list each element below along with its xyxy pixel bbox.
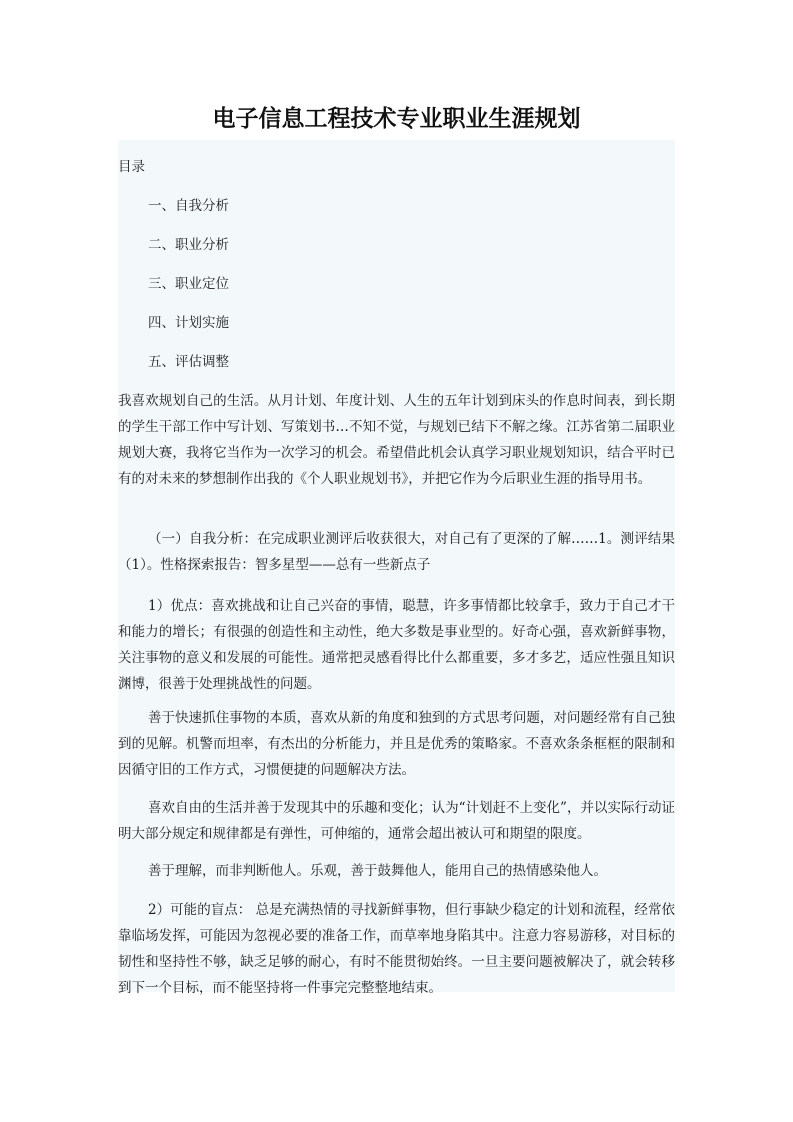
self-analysis-paragraph: （一）自我分析：在完成职业测评后收获很大，对自己有了更深的了解……1。测评结果（1）。性格探索报告：智多星型——总有一些新点子 (118, 531, 675, 573)
understanding-paragraph: 善于理解，而非判断他人。乐观，善于鼓舞他人，能用自己的热情感染他人。 (148, 863, 607, 879)
toc-item-career-positioning: 三、职业定位 (148, 276, 229, 292)
document-body (118, 140, 675, 996)
strengths-paragraph: 1）优点：喜欢挑战和让自己兴奋的事情，聪慧，许多事情都比较拿手，致力于自己才干和能力的增长；有很强的创造性和主动性，绝大多数是事业型的。好奇心强，喜欢新鲜事物，关注事物的意义和发展的可能性。通常把灵感看得比什么都重要，多才多艺，适应性强且知识渊博，很善于处理挑战性的问题。 (118, 598, 675, 692)
intro-paragraph: 我喜欢规划自己的生活。从月计划、年度计划、人生的五年计划到床头的作息时间表，到长期的学生干部工作中写计划、写策划书…不知不觉，与规划已结下不解之缘。江苏省第二届职业规划大赛，我将它当作为一次学习的机会。希望借此机会认真学习职业规划知识，结合平时已有的对未来的梦想制作出我的《个人职业规划书》，并把它作为今后职业生涯的指导用书。 (118, 393, 675, 487)
toc-item-career-analysis: 二、职业分析 (148, 237, 229, 253)
toc-item-self-analysis: 一、自我分析 (148, 198, 229, 214)
essence-paragraph: 善于快速抓住事物的本质，喜欢从新的角度和独到的方式思考问题，对问题经常有自己独到的见解。机警而坦率，有杰出的分析能力，并且是优秀的策略家。不喜欢条条框框的限制和因循守旧的工作方式，习惯便捷的问题解决方法。 (118, 710, 675, 778)
freedom-paragraph: 喜欢自由的生活并善于发现其中的乐趣和变化；认为“计划赶不上变化”，并以实际行动证明大部分规定和规律都是有弹性，可伸缩的，通常会超出被认可和期望的限度。 (118, 800, 675, 842)
toc-item-plan-implementation: 四、计划实施 (148, 315, 229, 331)
blind-spots-paragraph: 2）可能的盲点： 总是充满热情的寻找新鲜事物，但行事缺少稳定的计划和流程，经常依靠临场发挥，可能因为忽视必要的准备工作，而草率地身陷其中。注意力容易游移，对目标的韧性和坚持性不够，缺乏足够的耐心，有时不能贯彻始终。一旦主要问题被解决了，就会转移到下一个目标，而不能坚持将一件事完完整整地结束。 (118, 902, 675, 996)
toc-item-evaluation: 五、评估调整 (148, 354, 229, 370)
toc-heading: 目录 (118, 159, 145, 175)
document-title: 电子信息工程技术专业职业生涯规划 (212, 106, 581, 132)
